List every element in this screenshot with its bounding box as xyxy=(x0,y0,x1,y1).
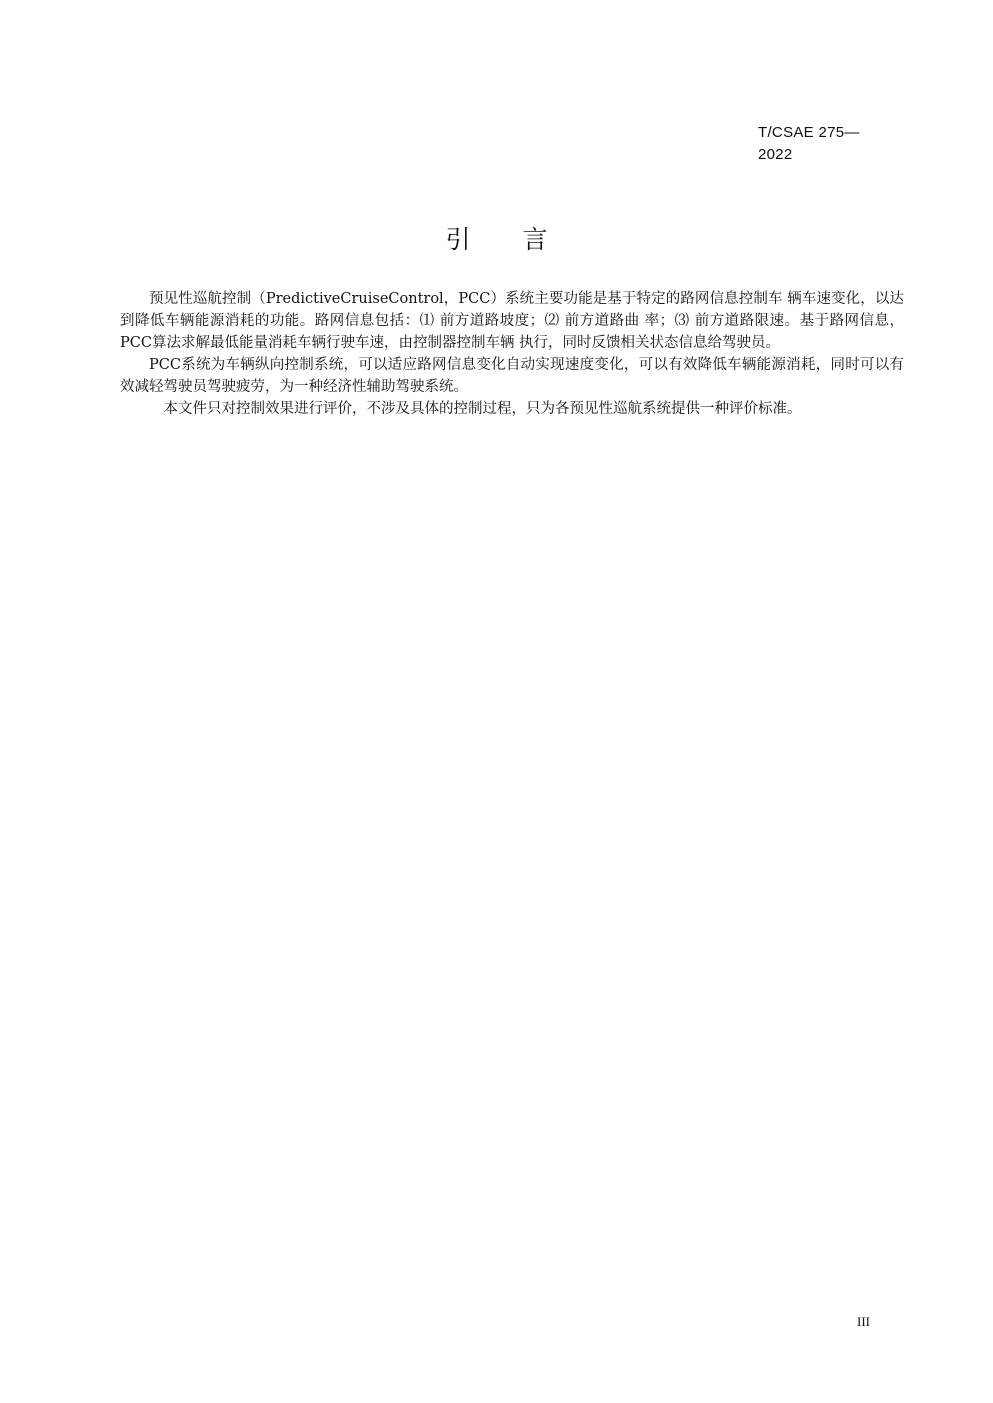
document-code-line1: T/CSAE 275— xyxy=(758,124,860,141)
paragraph-1: 预见性巡航控制（PredictiveCruiseControl，PCC）系统主要功能是基于特定的路网信息控制车 辆车速变化，以达到降低车辆能源消耗的功能。路网信息包括：⑴ 前方道路坡度；⑵ 前方道路曲 率；⑶ 前方道路限速。基于路网信息，PCC算法求解最低能量消耗车辆行驶车速，由控制器控制车辆 执行，同时反馈相关状态信息给驾驶员。 xyxy=(120,291,904,351)
document-code xyxy=(758,122,888,166)
introduction-body xyxy=(120,288,904,420)
paragraph-3: 本文件只对控制效果进行评价，不涉及具体的控制过程，只为各预见性巡航系统提供一种评价标准。 xyxy=(163,401,802,417)
title-char-1: 引 xyxy=(445,225,471,254)
page-number: III xyxy=(857,1314,870,1329)
title-char-2: 言 xyxy=(522,225,548,254)
document-code-line2: 2022 xyxy=(758,146,793,163)
paragraph-2: PCC系统为车辆纵向控制系统，可以适应路网信息变化自动实现速度变化，可以有效降低车辆能源消耗，同时可以有效减轻驾驶员驾驶疲劳，为一种经济性辅助驾驶系统。 xyxy=(120,357,904,395)
section-title xyxy=(0,222,993,258)
